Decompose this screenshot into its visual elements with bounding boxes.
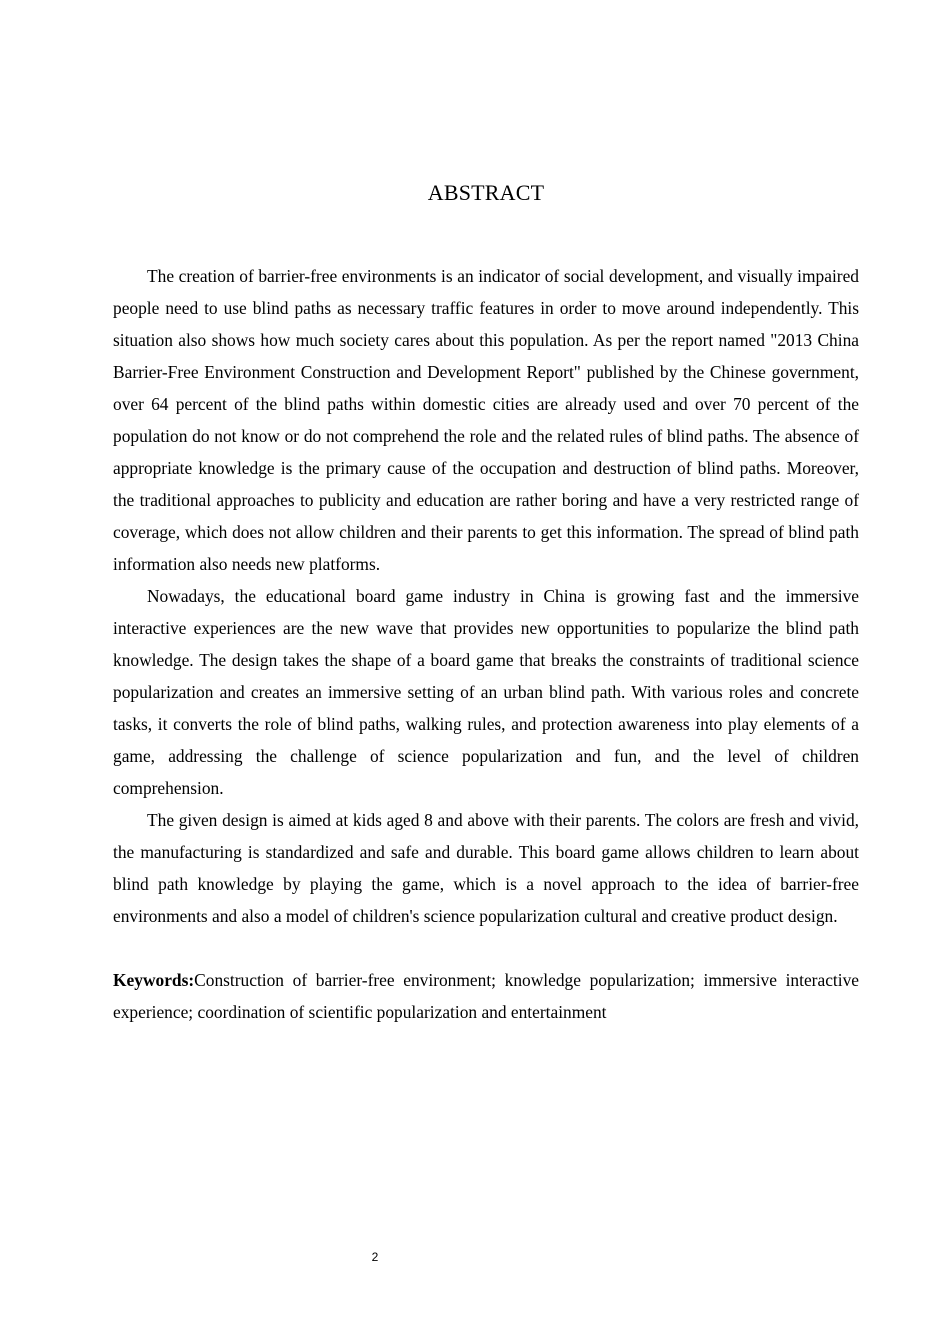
abstract-paragraph-2: Nowadays, the educational board game industry in China is growing fast and the immersive interactive experiences are the new wave that provides new opportunities to popularize the blind path knowledge. The design takes the shape of a board game that breaks the constraints of traditional science popularization and creates an immersive setting of an urban blind path. With various roles and concrete tasks, it converts the role of blind paths, walking rules, and protection awareness into play elements of a game, addressing the challenge of science popularization and fun, and the level of children comprehension. xyxy=(113,586,859,798)
keywords-text: Construction of barrier-free environment; knowledge popularization; immersive interactive experience; coordination of scientific popularization and entertainment xyxy=(113,970,859,1022)
page-title: ABSTRACT xyxy=(427,180,545,205)
abstract-paragraph-1: The creation of barrier-free environments is an indicator of social development, and visually impaired people need to use blind paths as necessary traffic features in order to move around independently. This situation also shows how much society cares about this population. As per the report named "2013 China Barrier-Free Environment Construction and Development Report" published by the Chinese government, over 64 percent of the blind paths within domestic cities are already used and over 70 percent of the population do not know or do not comprehend the role and the related rules of blind paths. The absence of appropriate knowledge is the primary cause of the occupation and destruction of blind paths. Moreover, the traditional approaches to publicity and education are rather boring and have a very restricted range of coverage, which does not allow children and their parents to get this information. The spread of blind path information also needs new platforms. xyxy=(113,266,859,574)
abstract-body xyxy=(113,260,859,1028)
page-number: 2 xyxy=(371,1250,379,1264)
abstract-paragraph-3: The given design is aimed at kids aged 8 and above with their parents. The colors are fresh and vivid, the manufacturing is standardized and safe and durable. This board game allows children to learn about blind path knowledge by playing the game, which is a novel approach to the idea of barrier-free environments and also a model of children's science popularization cultural and creative product design. xyxy=(113,810,859,926)
keywords-section xyxy=(113,964,859,1028)
keywords-label: Keywords: xyxy=(113,970,195,990)
